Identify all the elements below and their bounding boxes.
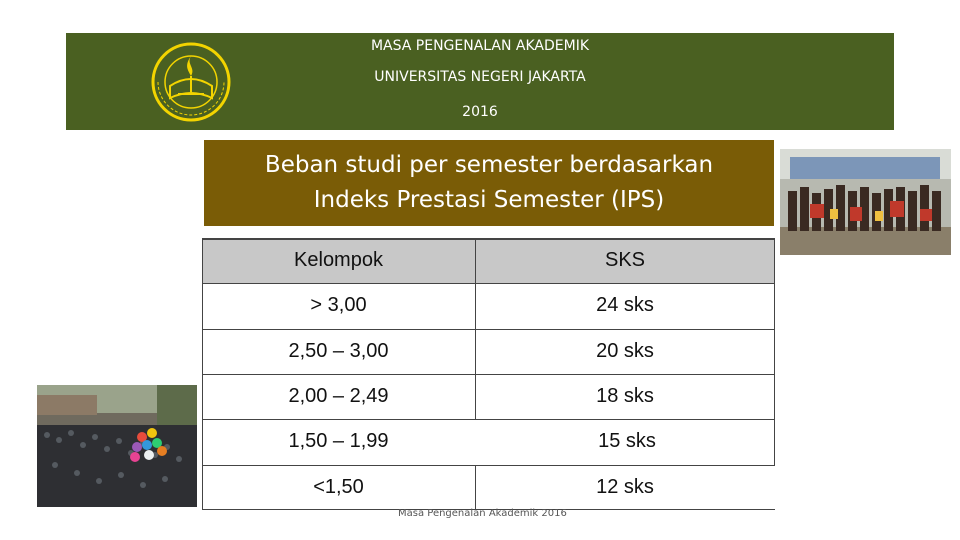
header-sks: SKS [604,249,646,271]
sks-table [202,238,775,510]
kelompok-cell: 1,50 – 1,99 [288,430,389,452]
table-header-row [202,238,775,283]
banner-line-2: UNIVERSITAS NEGERI JAKARTA [374,69,586,85]
kelompok-cell: <1,50 [313,476,364,498]
banner-line-1: MASA PENGENALAN AKADEMIK [370,38,590,54]
table-divider [202,283,775,284]
header-kelompok: Kelompok [294,249,383,271]
crowd-photo [37,385,197,507]
title-line-1: Beban studi per semester berdasarkan [264,152,714,178]
table-row [202,465,775,510]
sks-cell: 24 sks [596,294,654,316]
group-photo [780,149,951,255]
table-divider [202,374,775,375]
table-border-right [774,238,775,465]
university-logo [148,42,234,122]
table-divider [202,329,775,330]
table-row [202,283,775,328]
table-border-left [202,238,203,510]
banner-line-3: 2016 [462,104,498,120]
kelompok-cell: 2,50 – 3,00 [288,340,389,362]
table-row [202,374,775,419]
table-border-top [202,238,775,240]
table-row [202,329,775,374]
kelompok-cell: 2,00 – 2,49 [288,385,389,407]
column-divider [475,465,476,510]
column-divider [475,238,476,419]
title-line-2: Indeks Prestasi Semester (IPS) [313,187,665,213]
slide-title [204,140,774,226]
kelompok-cell: > 3,00 [310,294,367,316]
sks-cell: 20 sks [596,340,654,362]
sks-cell: 15 sks [598,430,656,452]
footer-text: Masa Pengenalan Akademik 2016 [398,508,567,519]
sks-cell: 18 sks [596,385,654,407]
table-divider [202,419,775,420]
table-divider [202,465,775,466]
table-row [202,419,775,464]
sks-cell: 12 sks [596,476,654,498]
